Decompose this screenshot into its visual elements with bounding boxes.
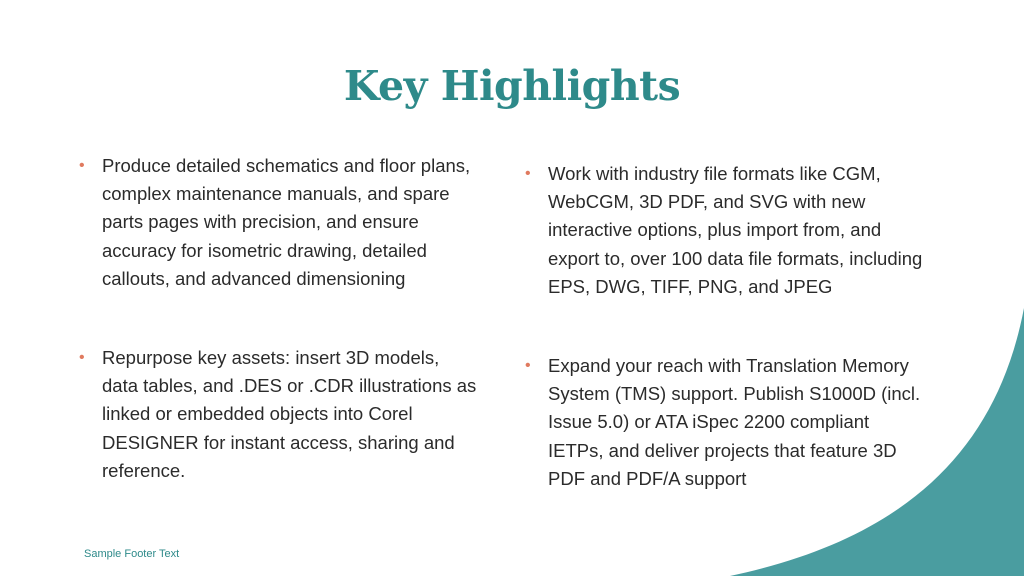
bullet-icon: • [525,357,531,375]
bullet-icon: • [525,165,531,182]
bullet-icon: • [79,157,85,174]
right-column [524,160,924,493]
slide-title: Key Highlights [343,62,681,110]
bullet-icon: • [79,349,85,367]
bullet-item [78,344,478,485]
bullet-text: Produce detailed schematics and floor plans, complex maintenance manuals, and spare parts pages with precision, and ensure accuracy for isometric drawing, detailed callouts, and advanced dimensioning [102,155,471,289]
bullet-item [524,352,924,493]
bullet-item [524,160,924,301]
bullet-item [78,152,478,293]
left-column [78,152,478,485]
bullet-text: Repurpose key assets: insert 3D models, data tables, and .DES or .CDR illustrations as linked or embedded objects into Corel DESIGNER for instant access, sharing and reference. [102,347,477,481]
footer-text: Sample Footer Text [84,548,180,560]
bullet-text: Work with industry file formats like CGM, WebCGM, 3D PDF, and SVG with new interactive options, plus import from, and export to, over 100 data file formats, including EPS, DWG, TIFF, PNG, and JPEG [548,163,923,297]
bullet-text: Expand your reach with Translation Memory System (TMS) support. Publish S1000D (incl. Issue 5.0) or ATA iSpec 2200 compliant IETPs, and deliver projects that feature 3D PDF and PDF/A support [548,355,921,489]
